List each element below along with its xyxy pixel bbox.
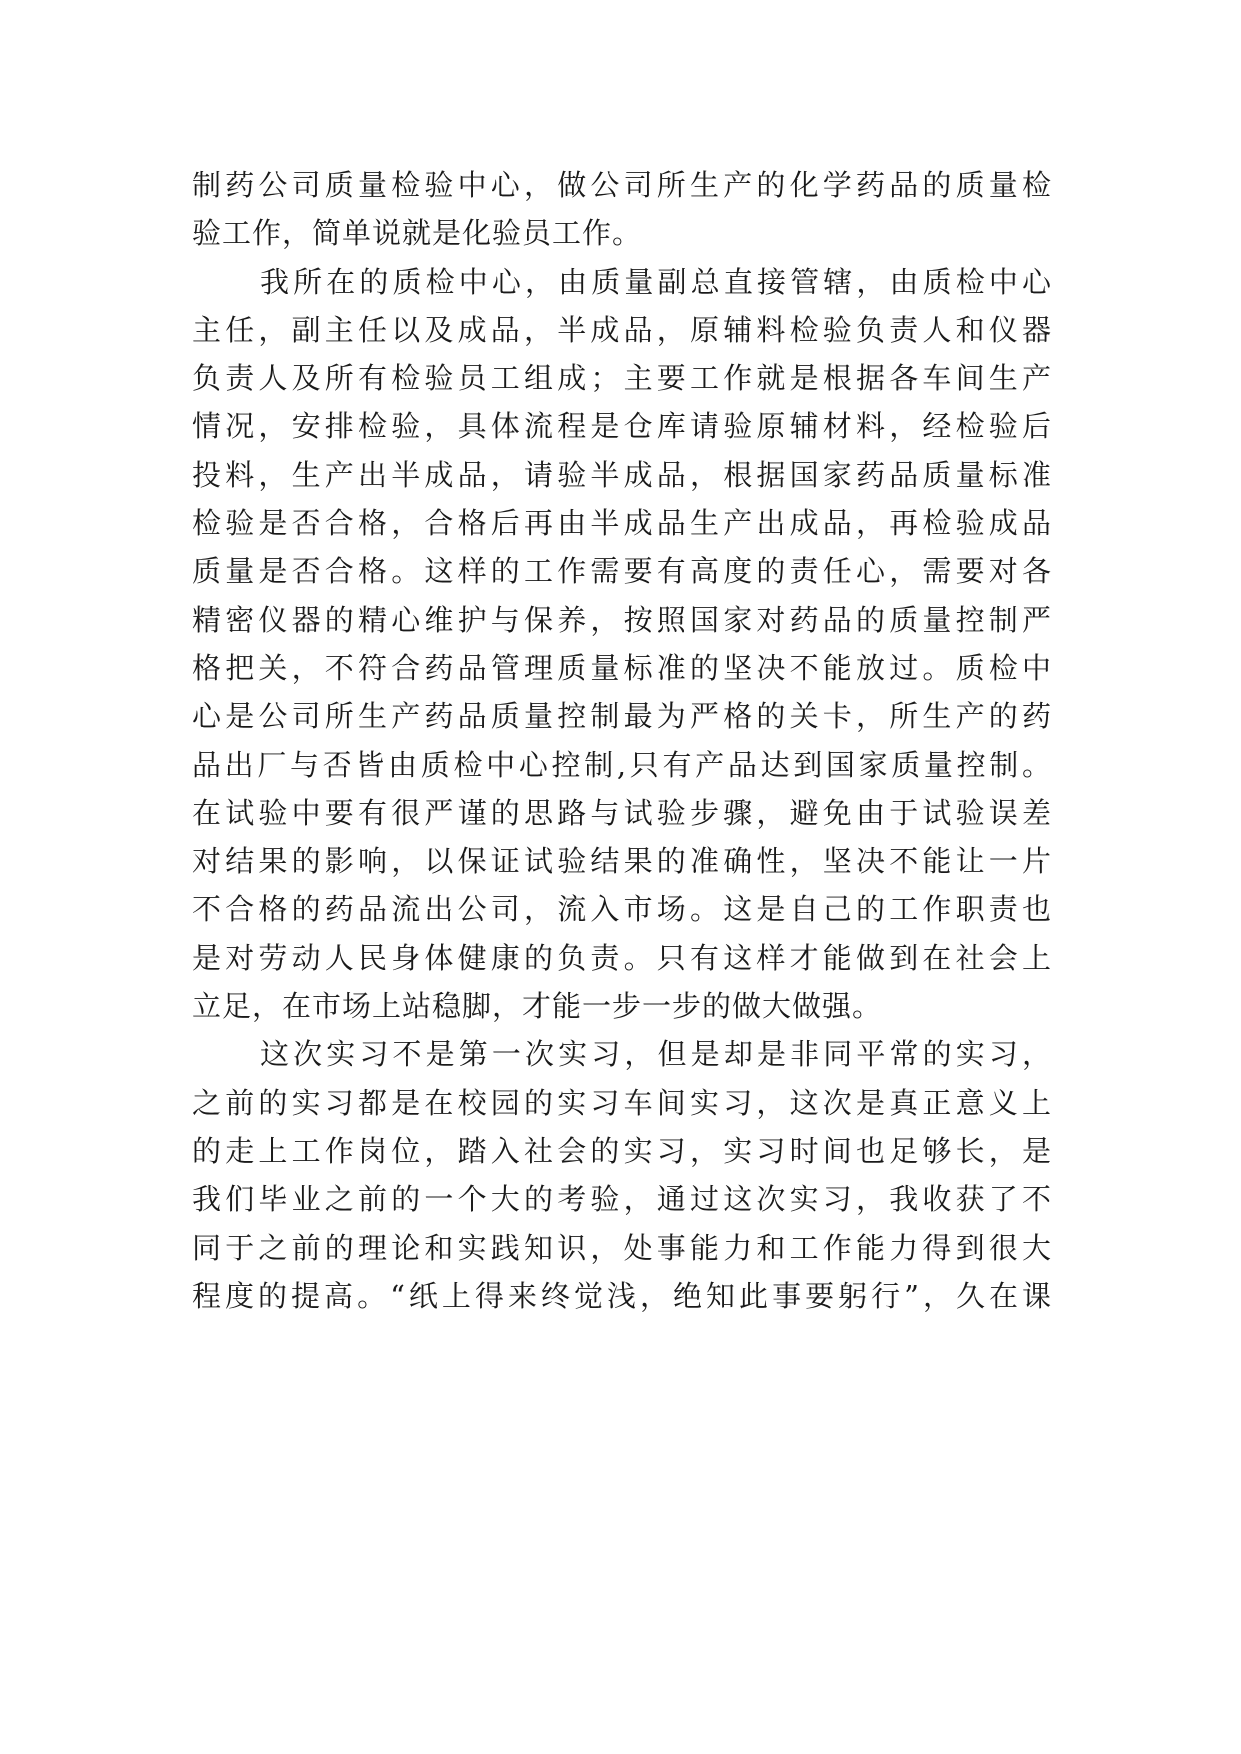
text-line: 程度的提高。“纸上得来终觉浅，绝知此事要躬行”，久在课 <box>192 1278 1052 1313</box>
text-line: 格把关，不符合药品管理质量标准的坚决不能放过。质检中 <box>192 650 1052 685</box>
text-line: 对结果的影响，以保证试验结果的准确性，坚决不能让一片 <box>192 844 1052 879</box>
text-line: 检验是否合格，合格后再由半成品生产出成品，再检验成品 <box>192 506 1052 541</box>
text-line: 验工作，简单说就是化验员工作。 <box>192 216 643 251</box>
text-line: 投料，生产出半成品，请验半成品，根据国家药品质量标准 <box>192 457 1052 492</box>
text-line: 不合格的药品流出公司，流入市场。这是自己的工作职责也 <box>192 892 1052 927</box>
text-line: 我们毕业之前的一个大的考验，通过这次实习，我收获了不 <box>192 1182 1052 1217</box>
text-line: 同于之前的理论和实践知识，处事能力和工作能力得到很大 <box>192 1230 1052 1265</box>
text-line: 心是公司所生产药品质量控制最为严格的关卡，所生产的药 <box>192 699 1052 734</box>
text-line: 负责人及所有检验员工组成；主要工作就是根据各车间生产 <box>192 361 1052 396</box>
text-line: 品出厂与否皆由质检中心控制,只有产品达到国家质量控制。 <box>192 747 1052 782</box>
text-line: 我所在的质检中心，由质量副总直接管辖，由质检中心 <box>260 264 1052 299</box>
text-line: 之前的实习都是在校园的实习车间实习，这次是真正意义上 <box>192 1085 1052 1120</box>
text-line: 立足，在市场上站稳脚，才能一步一步的做大做强。 <box>192 989 883 1024</box>
text-line: 制药公司质量检验中心，做公司所生产的化学药品的质量检 <box>192 168 1052 202</box>
text-line: 是对劳动人民身体健康的负责。只有这样才能做到在社会上 <box>192 940 1052 975</box>
text-line: 这次实习不是第一次实习，但是却是非同平常的实习， <box>260 1037 1052 1072</box>
text-line: 主任，副主任以及成品，半成品，原辅料检验负责人和仪器 <box>192 312 1052 347</box>
text-line: 质量是否合格。这样的工作需要有高度的责任心，需要对各 <box>192 554 1052 589</box>
body-text <box>192 161 1052 1320</box>
text-line: 精密仪器的精心维护与保养，按照国家对药品的质量控制严 <box>192 602 1052 637</box>
text-line: 在试验中要有很严谨的思路与试验步骤，避免由于试验误差 <box>192 795 1052 830</box>
text-line: 的走上工作岗位，踏入社会的实习，实习时间也足够长，是 <box>192 1133 1052 1168</box>
text-line: 情况，安排检验，具体流程是仓库请验原辅材料，经检验后 <box>192 409 1052 444</box>
